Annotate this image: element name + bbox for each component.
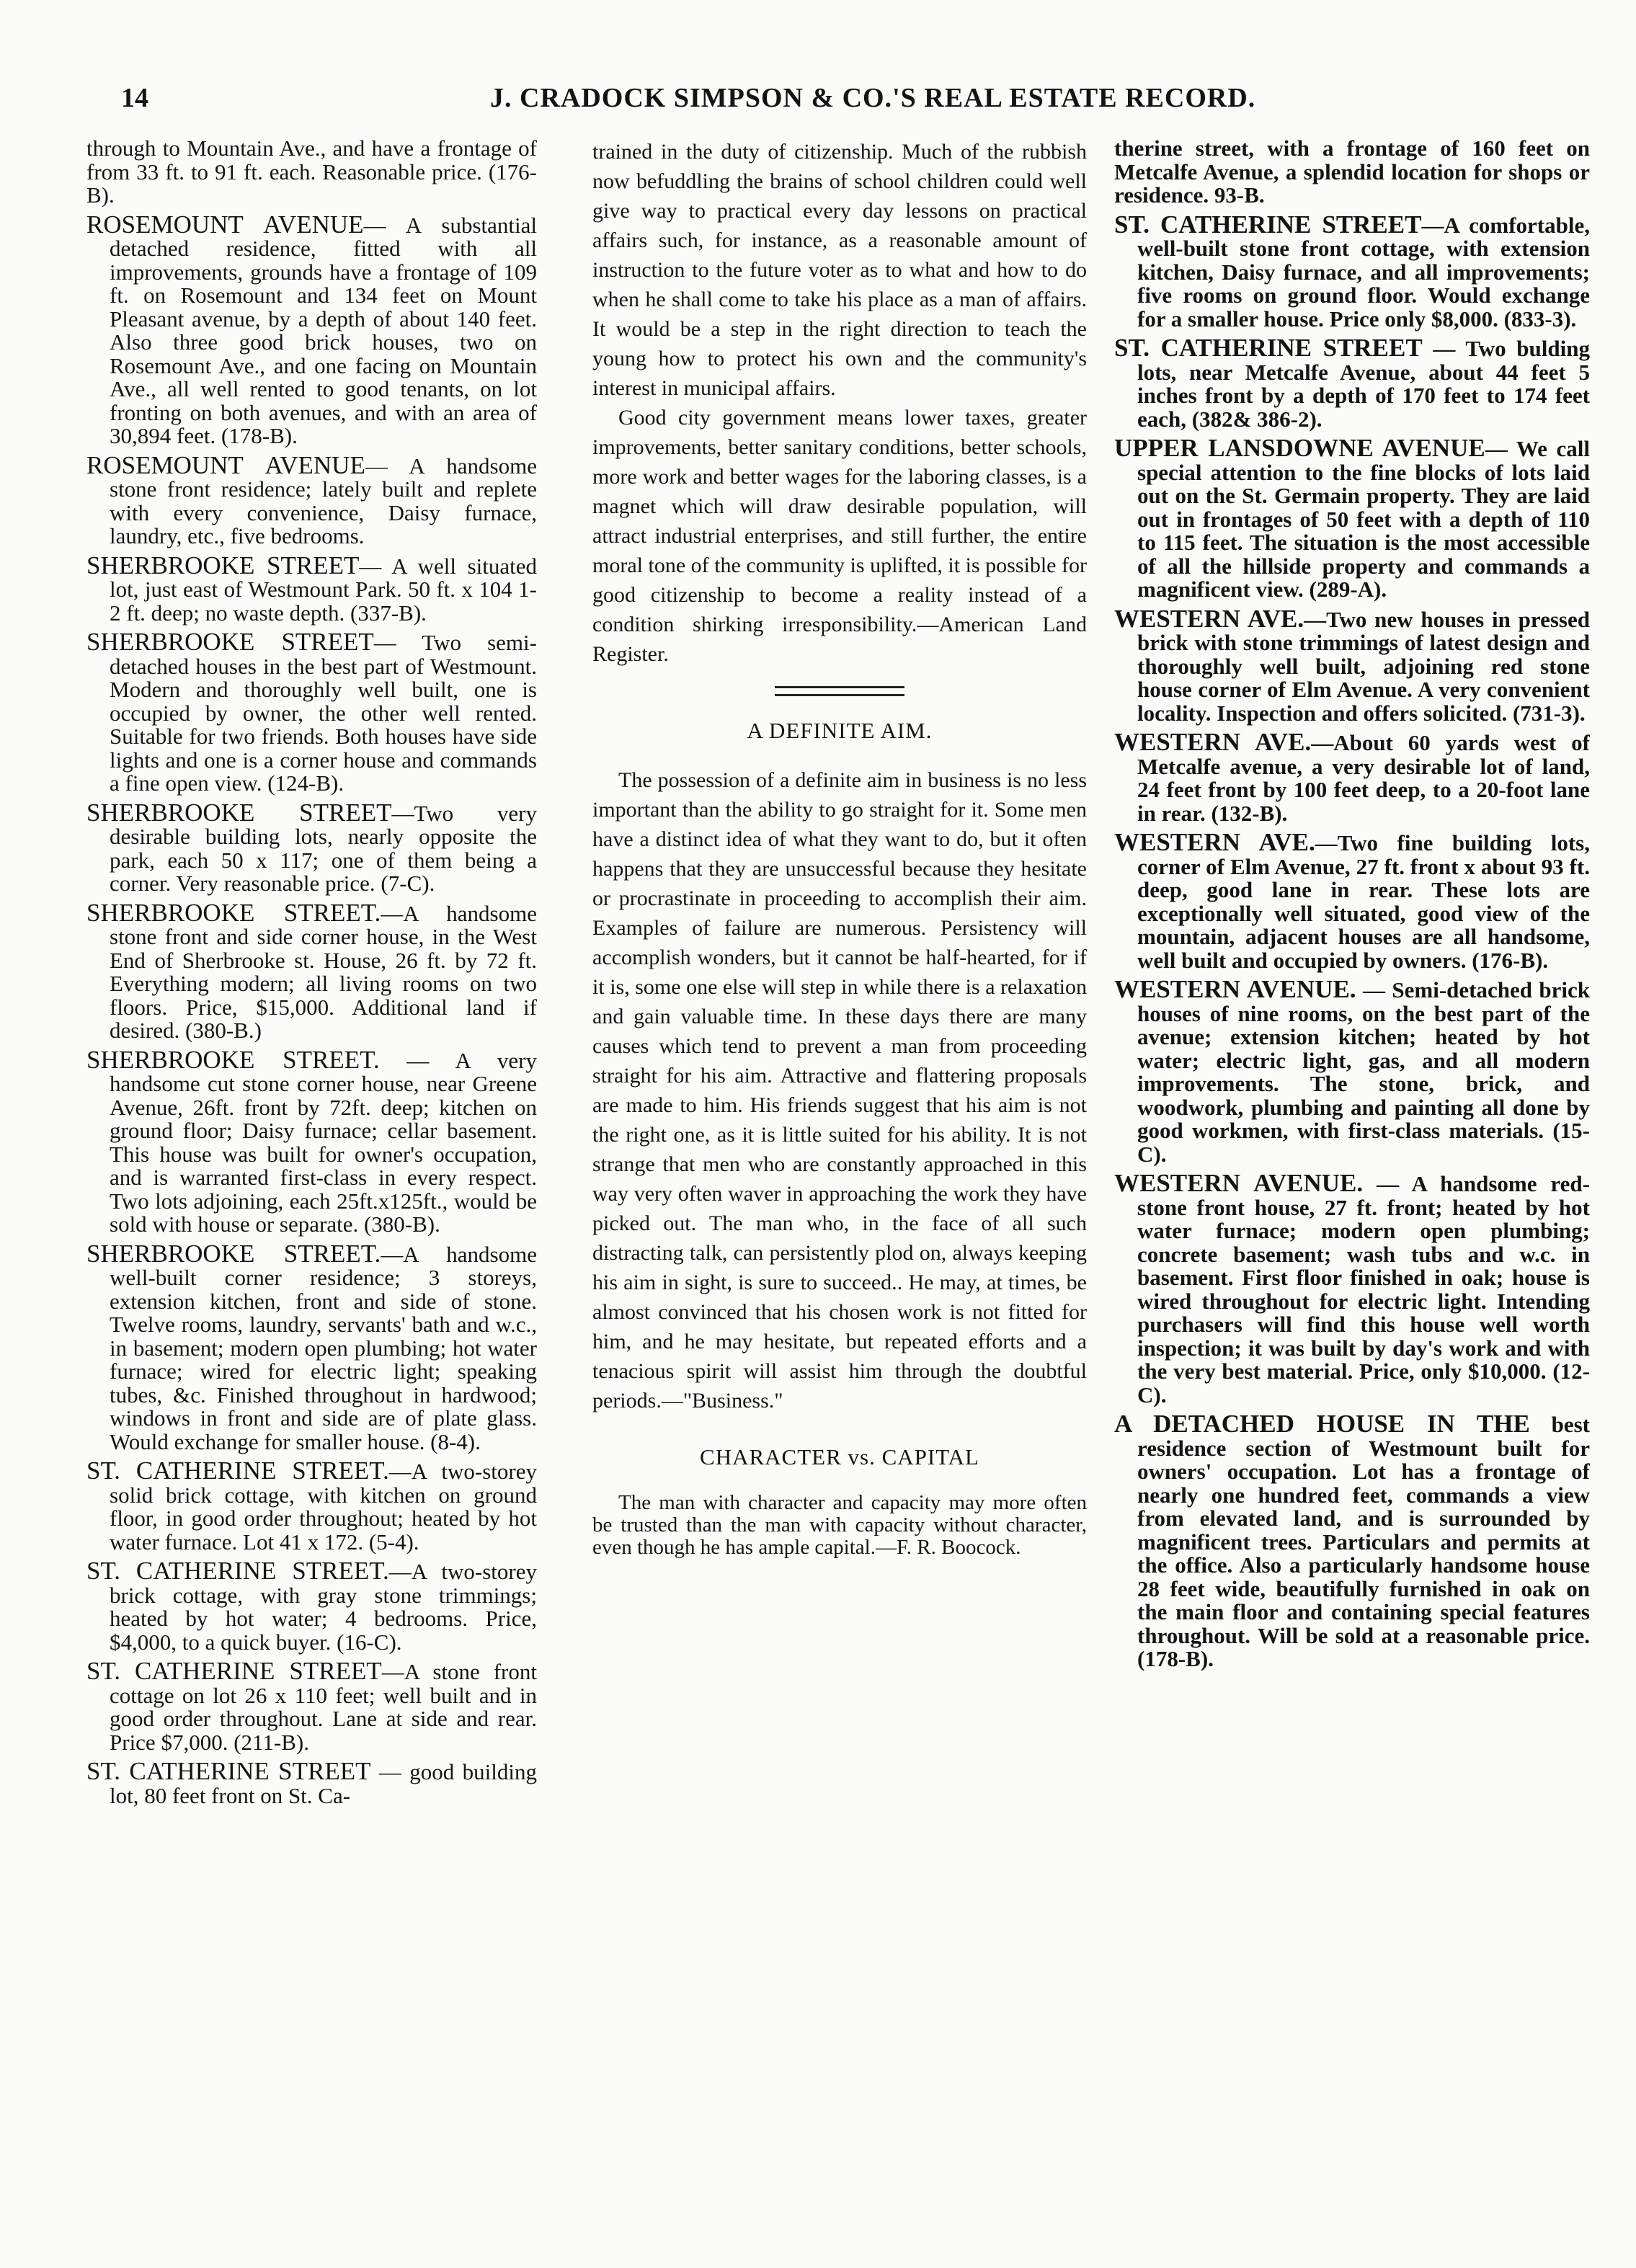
right-column [1114,137,1590,2241]
listing-heading: ROSEMOUNT AVENUE [86,450,365,479]
article-paragraph: The man with character and capacity may more often be trusted than the man with capacity without character, even though he has ample capital.—F. R. Boocock. [592,1491,1087,1559]
listing-heading: ROSEMOUNT AVENUE [86,210,364,239]
listing-body: —A two-storey brick cottage, with gray stone trimmings; heated by hot water; 4 bedrooms. Price, $4,000, to a quick buyer. (16-C). [110,1559,537,1655]
listing-heading: A DETACHED HOUSE IN THE [1114,1410,1530,1438]
article-paragraph: trained in the duty of citizenship. Much of the rubbish now befuddling the brains of school children could well give way to practical every day lessons on practical affairs such, for instance, as a reasonable amount of instruction to the future voter as to what and how to do when he shall come to take his place as a man of affairs. It would be a step in the right direction to teach the young how to protect his own and the community's interest in municipal affairs. [592,140,1087,400]
listing-heading: SHERBROOKE STREET [86,798,392,827]
listing-item [86,450,537,548]
listing-heading: ST. CATHERINE STREET. [86,1557,389,1585]
listing-item [1114,728,1590,826]
listing-item [1114,1169,1590,1408]
page-header [115,78,1528,121]
listing-body: — Semi-detached brick houses of nine rooms, on the best part of the avenue; extension kitchen; heated by hot water; electric light, gas, and all modern improvements. The stone, brick, and woodwork, plumbing and painting all done by good workmen, with first-class materials. (15-C). [1137,977,1590,1167]
listing-body: — A very handsome cut stone corner house, near Greene Avenue, 26ft. front by 72ft. deep; kitchen on ground floor; Daisy furnace; cellar basement. This house was built for owner's occupation, and is warranted first-class in every respect. Two lots adjoining, each 25ft.x125ft., would be sold with house or separate. (380-B). [110,1047,537,1237]
listing-item [1114,137,1590,208]
listing-heading: WESTERN AVENUE. [1114,975,1356,1003]
listing-body: best residence section of Westmount built for owners' occupation. Lot has a frontage of nearly one hundred feet, commands a view from elevated land, and is surrounded by magnificent trees. Particulars and permits at the office. Also a particularly handsome house 28 feet wide, beautifully furnished in oak on the main floor and containing special features throughout. Will be sold at a reasonable price. (178-B). [1137,1412,1590,1671]
listing-heading: WESTERN AVE. [1114,728,1312,756]
listing-body: —Two new houses in pressed brick with stone trimmings of latest design and thoroughly well built, adjoining red stone house corner of Elm Avenue. A very convenient locality. Inspection and offers solicited. (731-3). [1137,606,1590,726]
listing-item [86,1045,537,1237]
listing-body: —A two-storey solid brick cottage, with kitchen on ground floor, in good order throughout; heated by hot water furnace. Lot 41 x 172. (5-4). [110,1459,537,1555]
listing-item [86,1239,537,1454]
listing-body: — Two semi-detached houses in the best part of Westmount. Modern and thoroughly well built, one is occupied by owner, the other well rented. Suitable for two friends. Both houses have side lights and one is a corner house and commands a fine open view. (124-B). [110,630,537,796]
listing-heading: WESTERN AVE. [1114,828,1315,856]
listing-item [86,551,537,626]
listing-item [1114,1410,1590,1671]
page-number: 14 [121,83,148,113]
listing-body: —About 60 yards west of Metcalfe avenue, a very desirable lot of land, 24 feet front by 100 feet deep, to a 20-foot lane in rear. (132-B). [1137,730,1590,826]
listing-body: — A well situated lot, just east of Westmount Park. 50 ft. x 104 1-2 ft. deep; no waste depth. (337-B). [110,553,537,626]
listing-item [1114,604,1590,726]
listing-heading: SHERBROOKE STREET [86,551,360,579]
listing-item [86,1557,537,1655]
listing-heading: ST. CATHERINE STREET [1114,210,1422,239]
listing-body: — good building lot, 80 feet front on St. Ca- [110,1759,537,1808]
listing-item [1114,210,1590,332]
listing-body: — A handsome stone front residence; lately built and replete with every convenience, Daisy furnace, laundry, etc., five bedrooms. [110,453,537,548]
listing-heading: ST. CATHERINE STREET [86,1657,382,1685]
listing-heading: ST. CATHERINE STREET. [86,1457,389,1485]
listing-heading: ST. CATHERINE STREET [86,1757,371,1785]
listing-body: —Two very desirable building lots, nearly opposite the park, each 50 x 117; one of them being a corner. Very reasonable price. (7-C). [110,800,537,896]
left-column [86,137,537,2241]
listing-item [86,1657,537,1755]
section-title: A DEFINITE AIM. [747,718,933,743]
listing-item [86,1459,537,1554]
listing-item [86,798,537,896]
listing-heading: UPPER LANSDOWNE AVENUE [1114,434,1485,462]
listing-heading: SHERBROOKE STREET [86,628,374,656]
listing-item [1114,828,1590,973]
listing-heading: SHERBROOKE STREET. [86,1239,381,1268]
article-paragraph: The possession of a definite aim in business is no less important than the ability to go straight for it. Some men have a distinct idea of what they want to do, but it often happens that they are unsuccessful because they hesitate or procrastinate in proceeding to accomplish their aim. Examples of failure are numerous. Persistency will accomplish wonders, but it cannot be half-hearted, for if it is, some one else will step in while there is a relaxation and gain valuable time. In these days there are many causes which tend to prevent a man from proceeding straight for his aim. Attractive and flattering proposals are made to him. His friends suggest that his aim is not the right one, as it is little suited for his ability. It is not strange that men who are constantly approached in this way very often waver in approaching the work they have picked out. The man who, in the face of all such distracting talk, can persistently plod on, always keeping his aim in sight, is sure to succeed.. He may, at times, be almost convinced that his chosen work is not fitted for him, and he may hesitate, but repeated efforts and a tenacious spirit will assist him through the doubtful periods.—"Business." [592,768,1087,1413]
listing-item [1114,975,1590,1167]
section-divider [775,686,904,696]
listing-body: therine street, with a frontage of 160 feet on Metcalfe Avenue, a splendid location for shops or residence. 93-B. [1114,137,1590,208]
listing-body: — A handsome red-stone front house, 27 ft. front; heated by hot water furnace; modern open plumbing; concrete basement; wash tubs and w.c. in basement. First floor finished in oak; house is wired throughout for electric light. Intending purchasers will find this house well worth inspection; it was built by day's work and with the very best material. Price, only $10,000. (12-C). [1137,1171,1590,1408]
listing-body: — We call special attention to the fine blocks of lots laid out on the St. Germain property. They are laid out in frontages of 50 feet with a depth of 110 to 115 feet. The situation is the most accessible of all the hillside property and commands a magnificent view. (289-A). [1137,436,1590,602]
listing-body: —A handsome well-built corner residence; 3 storeys, extension kitchen, front and side of stone. Twelve rooms, laundry, servants' bath and w.c., in basement; modern open plumbing; hot water furnace; wired for electric light; speaking tubes, &c. Finished throughout in hardwood; windows in front and side are of plate glass. Would exchange for smaller house. (8-4). [110,1241,537,1454]
listing-item [86,137,537,208]
running-head: J. CRADOCK SIMPSON & CO.'S REAL ESTATE RECORD. [490,83,1256,113]
listing-item [1114,434,1590,602]
listing-heading: WESTERN AVENUE. [1114,1169,1364,1197]
middle-column [592,137,1087,2241]
listing-item [86,898,537,1043]
section-title: CHARACTER vs. CAPITAL [700,1444,979,1469]
listing-body: —A handsome stone front and side corner house, in the West End of Sherbrooke st. House, 26 ft. by 72 ft. Everything modern; all living rooms on two floors. Price, $15,000. Additional land if desired. (380-B.) [110,900,537,1043]
listing-item [86,210,537,448]
listing-body: — Two bulding lots, near Metcalfe Avenue, about 44 feet 5 inches front by a depth of 170 feet to 174 feet each, (382& 386-2). [1137,336,1590,432]
listing-heading: SHERBROOKE STREET. [86,1045,380,1074]
listing-heading: SHERBROOKE STREET. [86,898,381,927]
listing-body: —Two fine building lots, corner of Elm Avenue, 27 ft. front x about 93 ft. deep, good lane in rear. These lots are exceptionally well situated, good view of the mountain, adjacent houses are all handsome, well built and occupied by owners. (176-B). [1137,830,1590,973]
listing-body: —A comfortable, well-built stone front cottage, with extension kitchen, Daisy furnace, and all improvements; five rooms on ground floor. Would exchange for a smaller house. Price only $8,000. (833-3). [1137,212,1590,332]
article-paragraph: Good city government means lower taxes, greater improvements, better sanitary conditions, better schools, more work and better wages for the laboring classes, is a magnet which will draw desirable population, will attract industrial enterprises, and still further, the entire moral tone of the community is uplifted, it is possible for good citizenship to become a reality instead of a condition shirking irresponsibility.—American Land Register. [592,406,1087,666]
listing-body: — A substantial detached residence, fitted with all improvements, grounds have a frontage of 109 ft. on Rosemount and 134 feet on Mount Pleasant avenue, by a depth of about 140 feet. Also three good brick houses, two on Rosemount Ave., and one facing on Mountain Ave., all well rented to good tenants, on lot fronting on both avenues, and with an area of 30,894 feet. (178-B). [110,212,537,448]
listing-body: through to Mountain Ave., and have a frontage of from 33 ft. to 91 ft. each. Reasonable price. (176-B). [86,137,537,208]
listing-item [1114,334,1590,432]
listing-body: —A stone front cottage on lot 26 x 110 feet; well built and in good order throughout. Lane at side and rear. Price $7,000. (211-B). [110,1659,537,1755]
listing-item [86,1757,537,1808]
listing-item [86,628,537,796]
listing-heading: WESTERN AVE. [1114,604,1304,633]
listing-heading: ST. CATHERINE STREET [1114,334,1423,362]
